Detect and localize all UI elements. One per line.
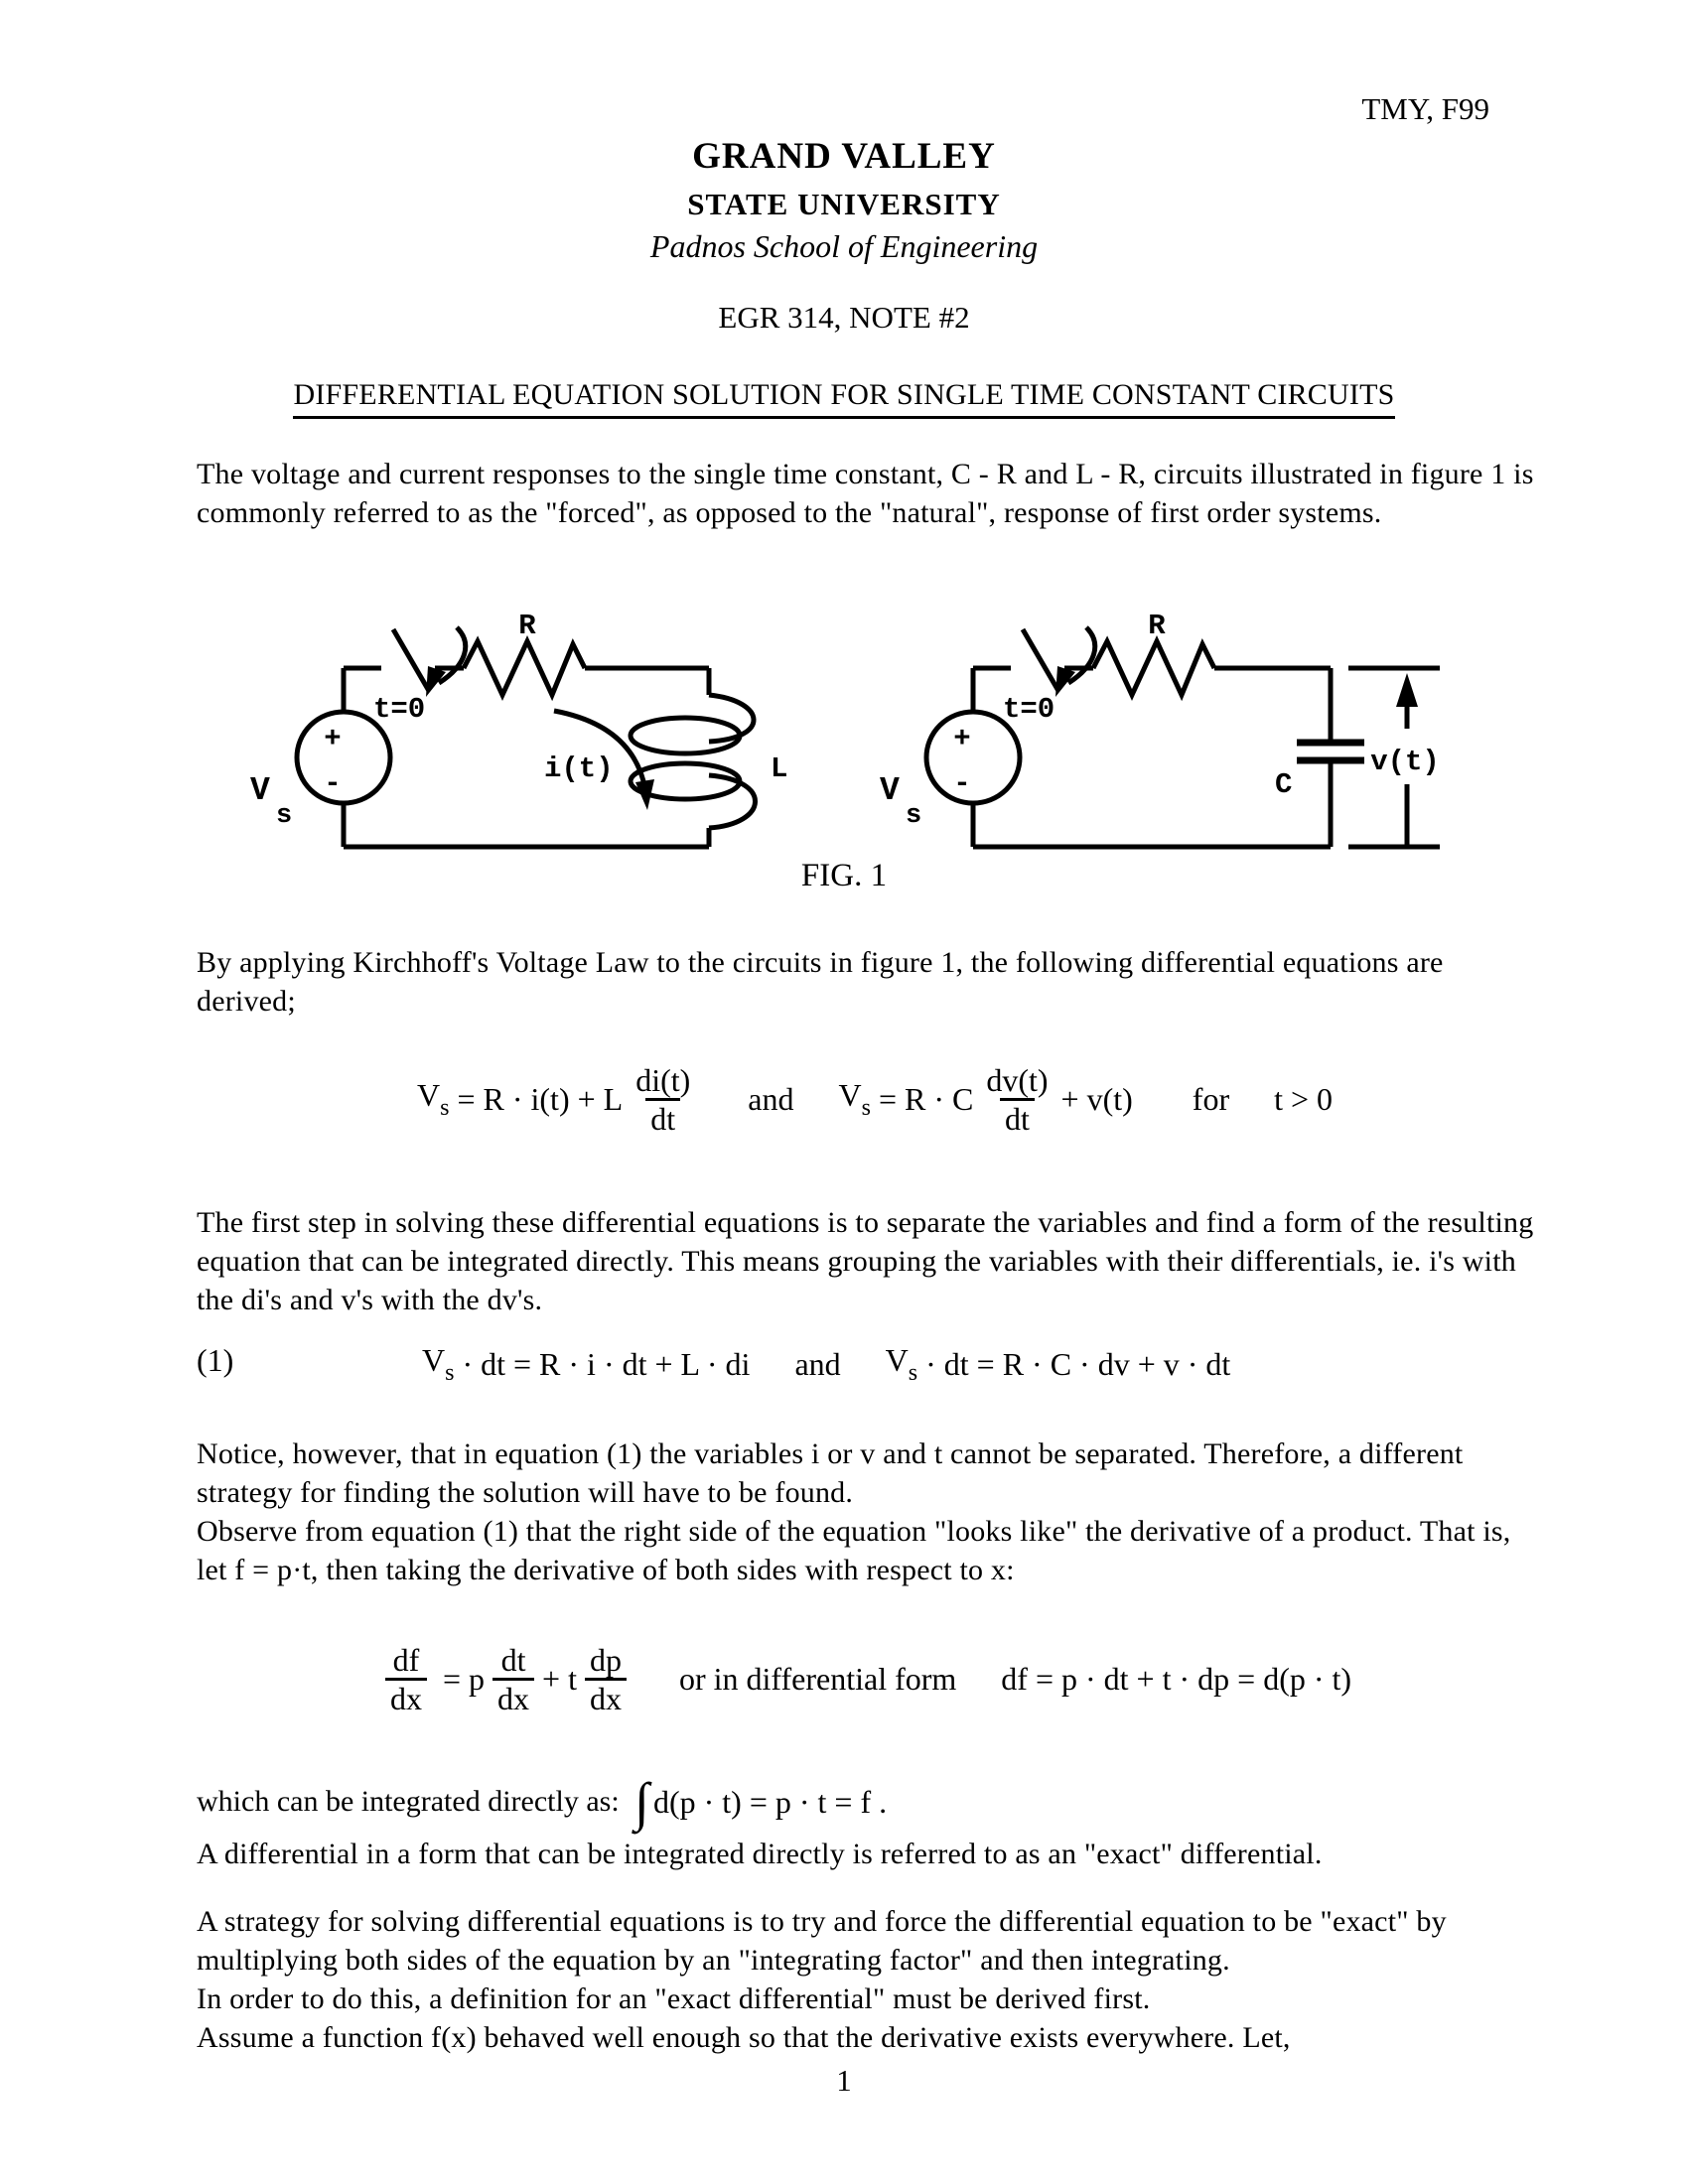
paragraph-observe: Observe from equation (1) that the right side of the equation "looks like" the derivative of a product. That is, let f = p·t, then taking the derivative of both sides with respect to x: [197, 1515, 1511, 1586]
eq-pr-annotation: or in differential form [678, 1660, 957, 1697]
source-name-label: V [250, 772, 270, 809]
capacitor-label: C [1275, 768, 1293, 801]
switch-time-label: t=0 [1003, 693, 1055, 726]
paragraph-strategy-block [197, 1902, 1537, 2057]
paragraph-first-step: The first step in solving these differential equations is to separate the variables and find a form of the resulting equation that can be integrated directly. This means grouping the variables with their differentials, ie. i's with the di's and v's with the dv's. [197, 1206, 1534, 1316]
eq-main-for: for [1192, 1080, 1230, 1117]
paragraph-notice-observe [197, 1434, 1537, 1589]
eq-main-lhs1: = R · i(t) + L [449, 1080, 624, 1117]
eq-pr-frac2: $\frac{dt}{dx}$ [492, 1642, 534, 1716]
source-plus-label: + [953, 723, 971, 755]
switch-time-label: t=0 [373, 693, 426, 726]
eq1-body2: · dt = R · C · dv + v · dt [917, 1346, 1231, 1382]
equation-1 [422, 1342, 1230, 1387]
equation-product-rule [385, 1621, 1351, 1736]
header-stamp: TMY, F99 [1361, 91, 1489, 126]
eq-pr-rhs: df = p · dt + t · dp = d(p · t) [1001, 1660, 1352, 1697]
eq1-vs2: $V_s$ [885, 1342, 918, 1386]
inductor-label: L [771, 752, 788, 785]
figure-caption: FIG. 1 [800, 858, 888, 893]
capacitor-icon [1297, 668, 1364, 847]
paragraph-strategy-cont: In order to do this, a definition for an "exact differential" must be derived first. [197, 1982, 1151, 2015]
source-name-label: V [880, 772, 900, 809]
eq1-body1: · dt = R · i · dt + L · di [454, 1346, 751, 1382]
paragraph-assume: Assume a function f(x) behaved well enough so that the derivative exists everywhere. Let, [197, 2021, 1291, 2054]
eq-main-vs2: $V_s$ [838, 1076, 871, 1121]
source-minus-label: - [324, 767, 342, 800]
switch-icon [393, 627, 466, 697]
rc-circuit [880, 610, 1440, 847]
eq-pr-mid2: + t [542, 1660, 577, 1697]
source-minus-label: - [953, 767, 971, 800]
source-name-subscript: s [276, 801, 293, 831]
paragraph-kvl: By applying Kirchhoff's Voltage Law to the circuits in figure 1, the following differential equations are derived; [197, 946, 1444, 1018]
university-name-line1: GRAND VALLEY [692, 136, 996, 177]
resistor-label: R [1148, 610, 1166, 642]
eq1-and: and [794, 1346, 841, 1382]
eq-main-frac2: $\frac{dv(t)}{dt}$ [986, 1061, 1049, 1137]
integrate-math: d(p · t) = p · t = f . [652, 1783, 888, 1820]
paragraph-integrate [197, 1769, 887, 1835]
school-name: Padnos School of Engineering [649, 228, 1039, 264]
eq-main-vs1: $V_s$ [417, 1076, 450, 1121]
paragraph-strategy: A strategy for solving differential equations is to try and force the differential equation to be "exact" by multiplying both sides of the equation by an "integrating factor" and then integrating. [197, 1905, 1447, 1977]
eq-main-lhs2: = R · C [870, 1080, 974, 1117]
output-voltage-label: v(t) [1370, 746, 1440, 778]
current-label: i(t) [544, 752, 614, 785]
eq-main-and: and [748, 1080, 794, 1117]
page-number: 1 [836, 2063, 852, 2098]
document-title [0, 378, 1688, 419]
eq-main-tail: + v(t) [1060, 1080, 1133, 1117]
integral-icon: ∫ [634, 1772, 649, 1832]
source-plus-label: + [324, 723, 342, 755]
switch-icon [1023, 627, 1095, 697]
course-note-line: EGR 314, NOTE #2 [718, 300, 970, 335]
equation-1-tag: (1) [197, 1342, 234, 1378]
integrate-prefix: which can be integrated directly as: [197, 1785, 628, 1818]
paragraph-intro: The voltage and current responses to the single time constant, C - R and L - R, circuits illustrated in figure 1 is commonly referred to as the "forced", as opposed to the "natural", response of first order systems. [197, 458, 1534, 529]
paragraph-notice: Notice, however, that in equation (1) the variables i or v and t cannot be separated. Therefore, a different strategy for finding the solution will have to be found. [197, 1437, 1464, 1509]
resistor-icon [464, 641, 585, 695]
eq-pr-frac3: $\frac{dp}{dx}$ [585, 1642, 627, 1716]
inductor-icon [631, 668, 756, 847]
eq1-vs1: $V_s$ [422, 1342, 455, 1386]
document-title-text: DIFFERENTIAL EQUATION SOLUTION FOR SINGLE TIME CONSTANT CIRCUITS [293, 378, 1394, 419]
resistor-icon [1093, 641, 1214, 695]
rl-circuit [250, 610, 787, 847]
paragraph-exact: A differential in a form that can be integrated directly is referred to as an "exact" differential. [197, 1838, 1323, 1870]
university-name-line2: STATE UNIVERSITY [687, 187, 1001, 221]
resistor-label: R [518, 610, 536, 642]
equation-main [417, 1047, 1333, 1151]
eq-main-condition: t > 0 [1274, 1080, 1334, 1117]
source-name-subscript: s [906, 801, 922, 831]
eq-pr-frac1: $\frac{df}{dx}$ [385, 1642, 427, 1716]
eq-main-frac1: $\frac{di(t)}{dt}$ [635, 1061, 691, 1137]
eq-pr-mid1: = p [435, 1660, 486, 1697]
